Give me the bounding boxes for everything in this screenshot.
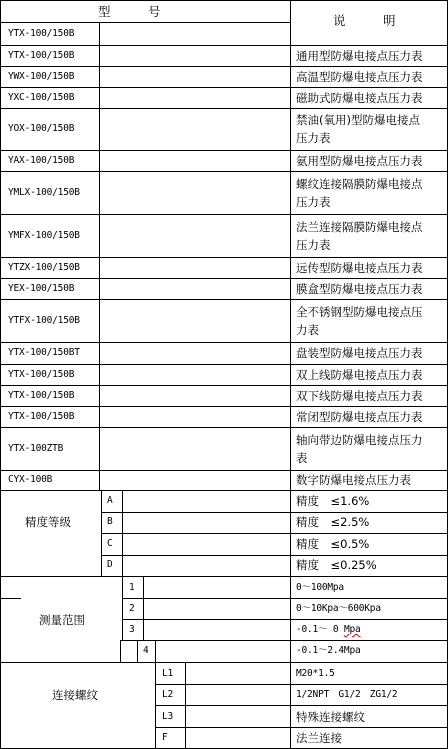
range-code: 2 [129, 603, 135, 614]
grid-line [0, 150, 448, 151]
grid-line [101, 533, 448, 534]
model-description: 膜盒型防爆电接点压力表 [296, 282, 423, 296]
model-description: 磁助式防爆电接点压力表 [296, 91, 423, 105]
precision-code: B [107, 516, 113, 527]
model-description: 禁油(氧用)型防爆电接点 [296, 113, 420, 127]
precision-group-label: 精度等级 [25, 515, 71, 529]
thread-desc: 1/2NPT G1/2 ZG1/2 [296, 689, 398, 700]
grid-line [137, 640, 138, 663]
grid-line [0, 385, 448, 386]
model-description: 盘装型防爆电接点压力表 [296, 346, 423, 360]
grid-line [0, 214, 448, 215]
model-description: 压力表 [296, 238, 331, 252]
grid-line [0, 364, 448, 365]
range-code: 3 [129, 624, 135, 635]
range-desc: -0.1～2.4Mpa [296, 645, 361, 656]
model-code: YMLX-100/150B [8, 187, 80, 198]
model-description: 力表 [296, 323, 319, 337]
precision-desc: 精度 ≤2.5% [296, 515, 370, 529]
grid-line [101, 555, 448, 556]
thread-desc: 法兰连接 [296, 731, 342, 745]
grid-line [155, 727, 448, 728]
grid-line [0, 278, 448, 279]
grid-line [0, 171, 448, 172]
grid-line [122, 619, 448, 620]
range-code: 4 [143, 645, 149, 656]
grid-line [0, 22, 291, 23]
model-description: 高温型防爆电接点压力表 [296, 70, 423, 84]
grid-line [0, 257, 448, 258]
grid-line [122, 598, 448, 599]
model-description: 全不锈钢型防爆电接点压 [296, 305, 423, 319]
model-description: 压力表 [296, 131, 331, 145]
range-desc: 0～10Kpa～600Kpa [296, 603, 381, 614]
grid-line [0, 427, 448, 428]
range-desc: 0～100Mpa [296, 582, 344, 593]
grid-line [155, 684, 448, 685]
thread-code: L2 [162, 689, 174, 700]
model-code: YTX-100/150B [8, 50, 75, 61]
grid-line [0, 66, 448, 67]
grid-line [290, 0, 291, 749]
model-code: YTX-100ZTB [8, 443, 64, 454]
thread-group-label: 连接螺纹 [52, 688, 98, 702]
grid-line [120, 640, 121, 663]
model-code: YTFX-100/150B [8, 315, 80, 326]
range-desc: -0.1～ 0 Mpa [296, 624, 361, 635]
grid-line [122, 576, 123, 641]
model-code: YMFX-100/150B [8, 230, 80, 241]
model-code: YTX-100/150B [8, 411, 75, 422]
model-code: YWX-100/150B [8, 71, 75, 82]
grid-line [185, 662, 186, 749]
model-code: YTZX-100/150B [8, 262, 80, 273]
model-description: 数字防爆电接点压力表 [296, 473, 411, 487]
grid-line [155, 640, 156, 663]
grid-line [0, 406, 448, 407]
precision-code: D [107, 559, 113, 570]
grid-line [0, 0, 1, 749]
model-code: YOX-100/150B [8, 123, 75, 134]
grid-line [0, 470, 448, 471]
grid-line [0, 108, 448, 109]
grid-line [0, 342, 448, 343]
grid-line [0, 299, 448, 300]
grid-line [0, 598, 21, 599]
precision-desc: 精度 ≤0.25% [296, 558, 377, 572]
grid-line [155, 705, 448, 706]
model-code: YTX-100/150B [8, 28, 75, 39]
thread-code: L1 [162, 668, 174, 679]
spellcheck-mark: Mpa [343, 624, 361, 635]
precision-desc: 精度 ≤0.5% [296, 537, 370, 551]
precision-code: A [107, 495, 113, 506]
model-code: YEX-100/150B [8, 283, 75, 294]
grid-line [0, 490, 448, 491]
model-description: 常闭型防爆电接点压力表 [296, 410, 423, 424]
range-group-label: 测量范围 [39, 613, 85, 627]
model-code: YXC-100/150B [8, 92, 75, 103]
grid-line [0, 576, 448, 577]
model-code: YTX-100/150B [8, 369, 75, 380]
model-description: 法兰连接隔膜防爆电接点 [296, 220, 423, 234]
model-description: 表 [296, 451, 308, 465]
thread-code: F [162, 732, 168, 743]
model-description: 轴向带边防爆电接点压力 [296, 433, 423, 447]
model-description: 螺纹连接隔膜防爆电接点 [296, 177, 423, 191]
thread-code: L3 [162, 711, 174, 722]
model-code: YTX-100/150BT [8, 347, 80, 358]
grid-line [0, 45, 448, 46]
model-description: 双下线防爆电接点压力表 [296, 389, 423, 403]
thread-desc: M20*1.5 [296, 668, 335, 679]
model-description: 远传型防爆电接点压力表 [296, 261, 423, 275]
description-column-header: 说 明 [333, 13, 396, 28]
model-description: 氨用型防爆电接点压力表 [296, 154, 423, 168]
grid-line [0, 662, 448, 663]
grid-line [0, 87, 448, 88]
model-description: 压力表 [296, 195, 331, 209]
precision-desc: 精度 ≤1.6% [296, 494, 370, 508]
model-code: YAX-100/150B [8, 155, 75, 166]
range-code: 1 [129, 582, 135, 593]
model-description: 通用型防爆电接点压力表 [296, 49, 423, 63]
grid-line [0, 0, 448, 1]
grid-line [143, 576, 144, 641]
model-description: 双上线防爆电接点压力表 [296, 368, 423, 382]
model-column-header: 型 号 [98, 4, 161, 19]
grid-line [122, 490, 123, 577]
grid-line [120, 640, 448, 641]
grid-line [101, 512, 448, 513]
grid-line [155, 662, 156, 749]
model-code: CYX-100B [8, 474, 53, 485]
grid-line [99, 23, 100, 491]
grid-line [101, 490, 102, 577]
precision-code: C [107, 538, 113, 549]
thread-desc: 特殊连接螺纹 [296, 710, 365, 724]
model-code: YTX-100/150B [8, 390, 75, 401]
